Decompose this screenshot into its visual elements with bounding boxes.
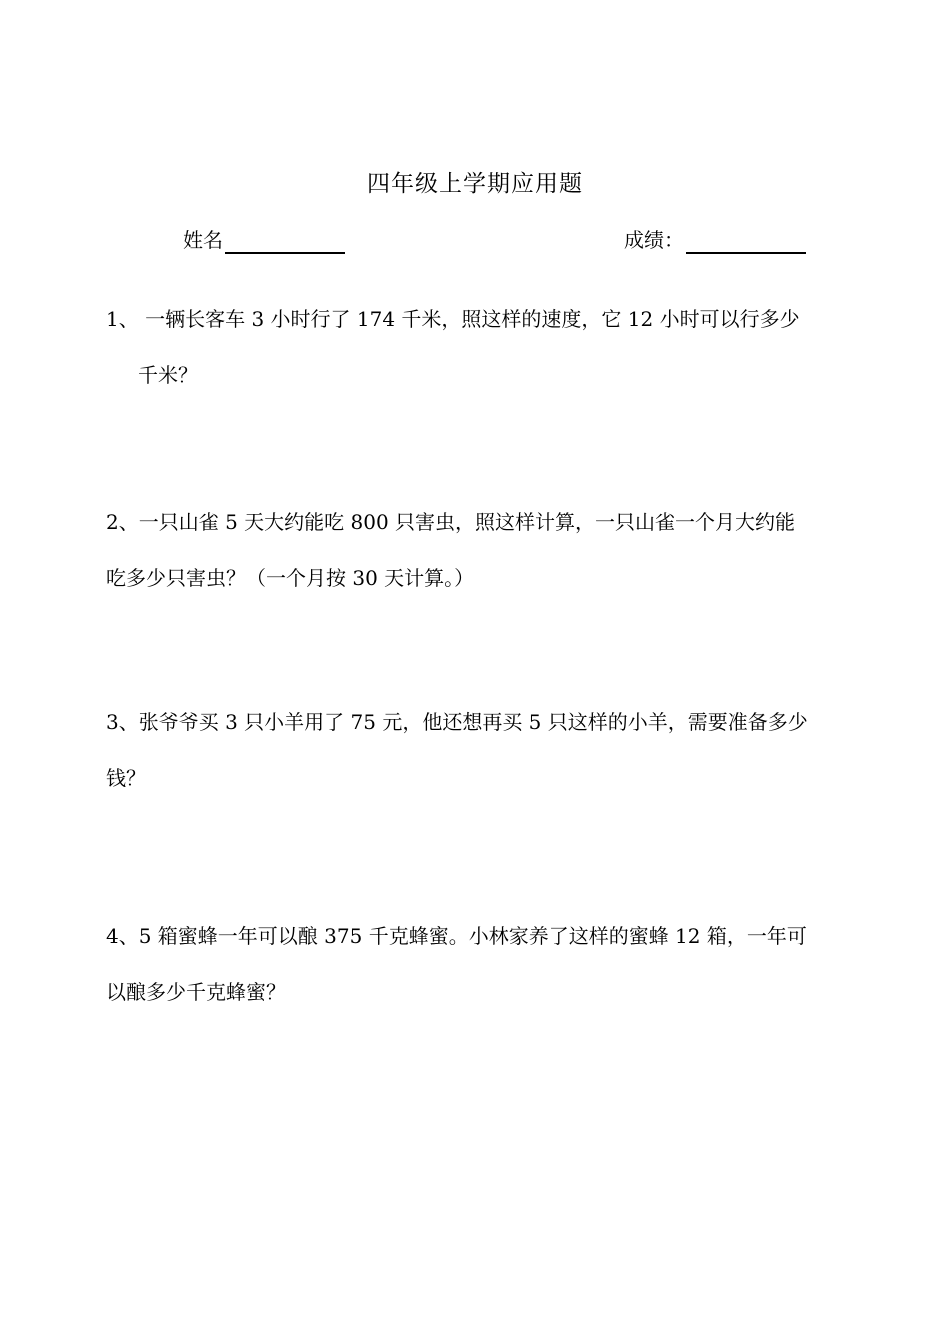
question-1-line-2: 千米？ [138,363,198,387]
name-blank-line[interactable] [225,228,345,254]
question-3-line-2: 钱？ [106,766,146,790]
name-field [183,226,345,254]
question-1 [106,291,851,403]
question-2-line-1: 2、一只山雀 5 天大约能吃 800 只害虫，照这样计算，一只山雀一个月大约能 [106,510,796,534]
question-2 [106,494,851,606]
page-title: 四年级上学期应用题 [367,171,583,197]
question-4-line-1: 4、5 箱蜜蜂一年可以酿 375 千克蜂蜜。小林家养了这样的蜜蜂 12 箱，一年可 [106,924,807,948]
question-4-line-2: 以酿多少千克蜂蜜？ [106,980,286,1004]
question-3-line-1: 3、张爷爷买 3 只小羊用了 75 元，他还想再买 5 只这样的小羊，需要准备多少 [106,710,808,734]
question-1-line-1: 1、 一辆长客车 3 小时行了 174 千米，照这样的速度，它 12 小时可以行多少 [106,307,800,331]
score-blank-line[interactable] [686,228,806,254]
question-3 [106,694,851,806]
question-4 [106,908,851,1020]
name-label: 姓名 [183,228,223,252]
question-2-line-2: 吃多少只害虫？（一个月按 30 天计算。） [106,566,475,590]
score-field [624,226,806,254]
score-label: 成绩： [624,228,684,252]
